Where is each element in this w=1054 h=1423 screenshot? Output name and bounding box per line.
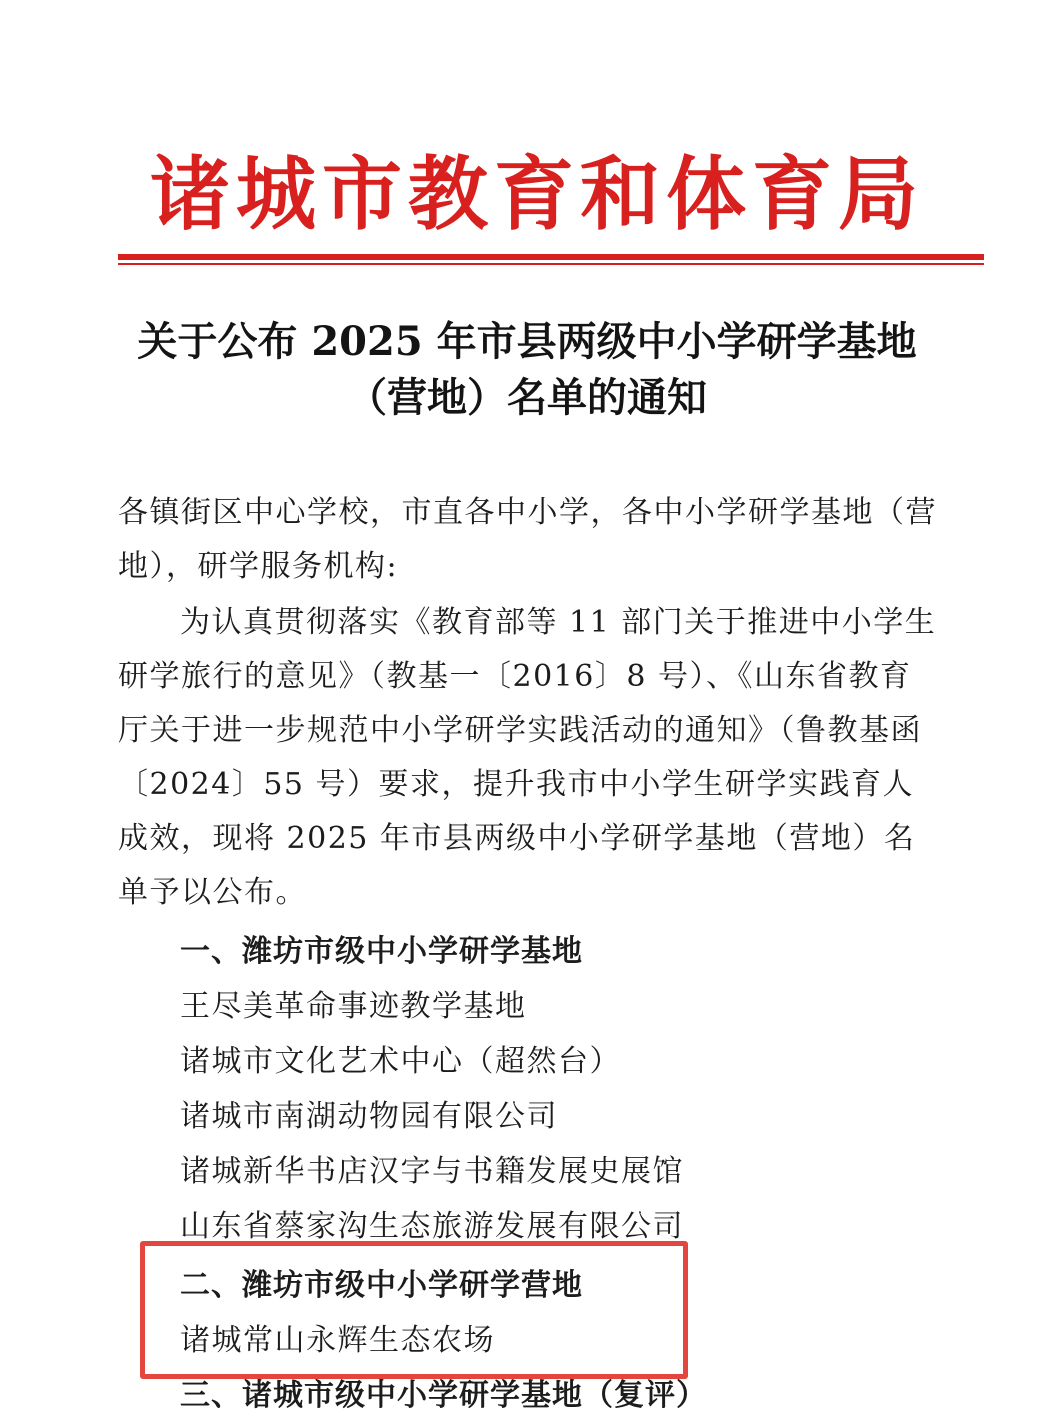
list-item: 诸城市南湖动物园有限公司	[180, 1099, 558, 1134]
body-paragraph: 为认真贯彻落实《教育部等 11 部门关于推进中小学生研学旅行的意见》（教基一〔2016〕8 号）、《山东省教育厅关于进一步规范中小学研学实践活动的通知》（鲁教基函〔2024〕55 号）要求，提升我市中小学生研学实践育人成效，现将 2025 年市县两级中小学研学基地（营地）名单予以公布。	[118, 605, 937, 910]
document-title-line2: （营地）名单的通知	[347, 374, 707, 421]
list-item: 诸城市文化艺术中心（超然台）	[180, 1044, 621, 1079]
issuer-masthead: 诸城市教育和体育局	[150, 148, 924, 241]
salutation: 各镇街区中心学校，市直各中小学，各中小学研学基地（营地），研学服务机构:	[118, 495, 937, 584]
list-item: 诸城常山永辉生态农场	[180, 1323, 495, 1358]
section-heading: 三、诸城市级中小学研学基地（复评）	[180, 1378, 707, 1413]
section-heading: 一、潍坊市级中小学研学基地	[180, 934, 583, 969]
list-item: 山东省蔡家沟生态旅游发展有限公司	[180, 1209, 684, 1244]
document-title-line1: 关于公布 2025 年市县两级中小学研学基地	[137, 318, 917, 365]
list-item: 王尽美革命事迹教学基地	[180, 989, 527, 1024]
section-heading: 二、潍坊市级中小学研学营地	[180, 1268, 583, 1303]
document-title	[110, 314, 944, 426]
highlight-annotation-box	[140, 1241, 688, 1379]
section-weifang-bases	[180, 924, 940, 1254]
red-divider-rule	[118, 254, 984, 260]
list-item: 诸城新华书店汉字与书籍发展史展馆	[180, 1154, 684, 1189]
red-divider-rule-thin	[118, 263, 984, 265]
